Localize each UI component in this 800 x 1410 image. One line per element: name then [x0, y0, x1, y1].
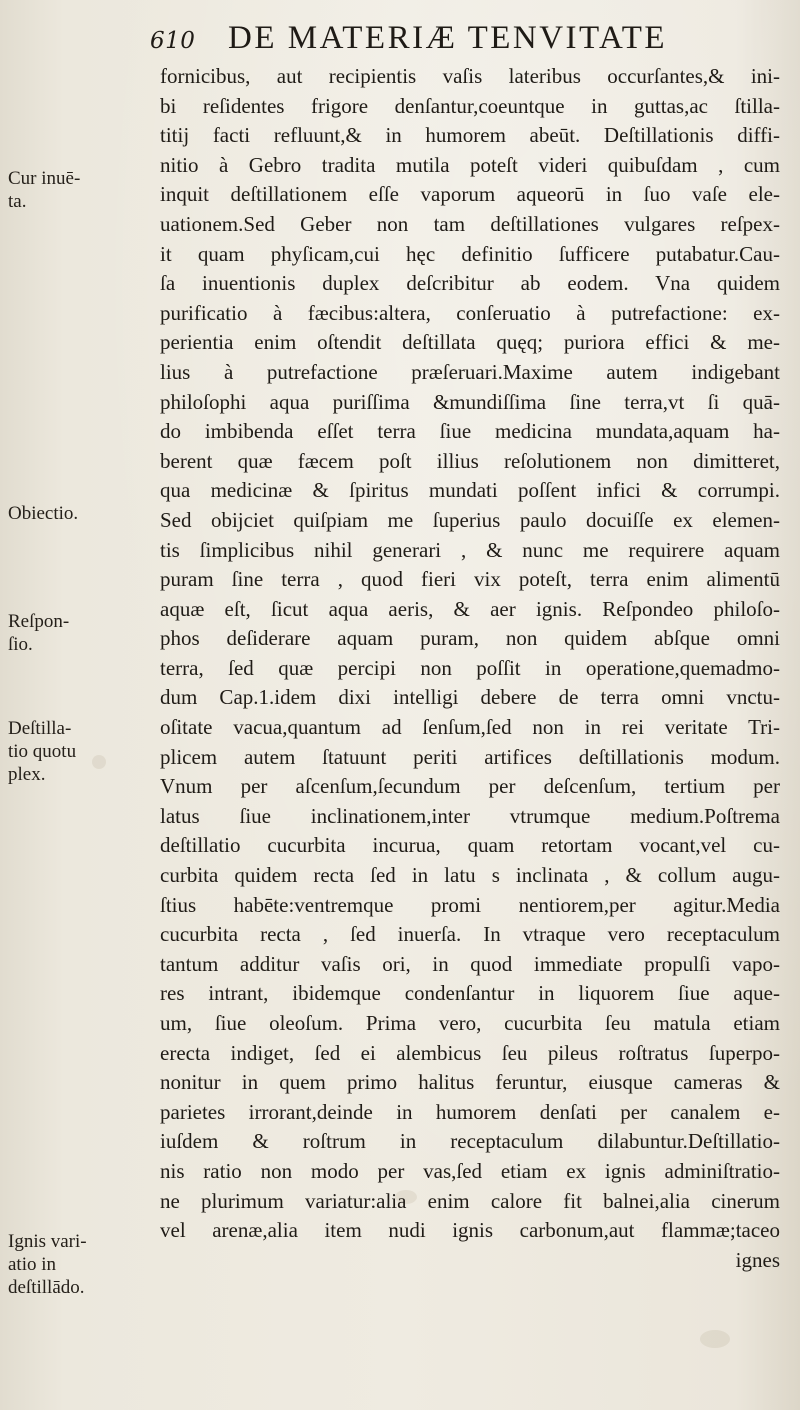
catchword: ignes	[735, 1247, 780, 1272]
margin-note-responsio: Reſpon- ſio.	[8, 611, 70, 655]
text-line: Sed obijciet quiſpiam me ſuperius paulo docuiſſe ex elemen-	[160, 507, 780, 532]
margin-note-obiectio: Obiectio.	[8, 503, 79, 524]
text-line: purificatio à fæcibus:altera, conſeruatio à putrefactione: ex-	[160, 300, 780, 325]
text-line: dum Cap.1.idem dixi intelligi debere de terra omni vnctu-	[160, 685, 780, 710]
text-line: ſtius habēte:ventremque promi nentiorem,per agitur.Media	[160, 892, 780, 917]
text-line: lius à putrefactione præſeruari.Maxime autem indigebant	[160, 359, 780, 384]
text-line: plicem autem ſtatuunt periti artifices deſtillationis modum.	[160, 744, 780, 769]
text-line: oſitate vacua,quantum ad ſenſum,ſed non in rei veritate Tri-	[160, 715, 780, 740]
text-line: aquæ eſt, ſicut aqua aeris, & aer ignis. Reſpondeo philoſo-	[160, 596, 780, 621]
text-line: ne plurimum variatur:alia enim calore fit balnei,alia cinerum	[160, 1188, 780, 1213]
text-line: iuſdem & roſtrum in receptaculum dilabuntur.Deſtillatio-	[160, 1129, 780, 1154]
text-line: it quam phyſicam,cui hęc definitio ſufficere putabatur.Cau-	[160, 241, 780, 266]
text-line: cucurbita recta , ſed inuerſa. In vtraque vero receptaculum	[160, 922, 780, 947]
paper-stain	[700, 1330, 730, 1348]
text-line: uationem.Sed Geber non tam deſtillationes vulgares reſpex-	[160, 211, 780, 236]
text-line: fornicibus, aut recipientis vaſis lateribus occurſantes,& ini-	[160, 64, 780, 88]
text-line: vel arenæ,alia item nudi ignis carbonum,aut flammæ;taceo	[160, 1218, 780, 1243]
text-line: ſa inuentionis duplex deſcribitur ab eodem. Vna quidem	[160, 271, 780, 296]
text-line: nonitur in quem primo halitus feruntur, eiusque cameras &	[160, 1070, 780, 1095]
margin-note-destillatio-triplex: Deſtilla- tio quotu plex.	[8, 718, 77, 785]
running-head	[150, 20, 770, 64]
body-text	[160, 62, 780, 1275]
text-line: terra, ſed quæ percipi non poſſit in operatione,quemadmo-	[160, 655, 780, 680]
text-line: qua medicinæ & ſpiritus mundati poſſent infici & corrumpi.	[160, 478, 780, 503]
text-line: perientia enim oſtendit deſtillata quęq; puriora effici & me-	[160, 330, 780, 355]
text-line: latus ſiue inclinationem,inter vtrumque medium.Poſtrema	[160, 803, 780, 828]
text-line: tis ſimplicibus nihil generari , & nunc me requirere aquam	[160, 537, 780, 562]
text-line: parietes irrorant,deinde in humorem denſati per canalem e-	[160, 1099, 780, 1124]
text-line: um, ſiue oleoſum. Prima vero, cucurbita ſeu matula etiam	[160, 1011, 780, 1035]
text-line: res intrant, ibidemque condenſantur in liquorem ſiue aque-	[160, 981, 780, 1006]
text-line: puram ſine terra , quod fieri vix poteſt, terra enim alimentū	[160, 567, 780, 592]
text-line: deſtillatio cucurbita incurua, quam retortam vocant,vel cu-	[160, 833, 780, 858]
text-line: philoſophi aqua puriſſima &mundiſſima ſine terra,vt ſi quā-	[160, 389, 780, 414]
text-line: phos deſiderare aquam puram, non quidem abſque omni	[160, 626, 780, 651]
text-line: curbita quidem recta ſed in latu s inclinata , & collum augu-	[160, 863, 780, 888]
text-line: nis ratio non modo per vas,ſed etiam ex ignis adminiſtratio-	[160, 1158, 780, 1183]
margin-note-ignis-variatio: Ignis vari- atio in deſtillādo.	[8, 1231, 87, 1298]
text-line: erecta indiget, ſed ei alembicus ſeu pileus roſtratus ſuperpo-	[160, 1040, 780, 1065]
text-line: tantum additur vaſis ori, in quod immediate propulſi vapo-	[160, 951, 780, 976]
text-line: titij facti refluunt,& in humorem abeūt. Deſtillationis diffi-	[160, 123, 780, 148]
margin-note-cur-inuenta: Cur inuē- ta.	[8, 168, 81, 212]
running-title: DE MATERIÆ TENVITATE	[228, 20, 668, 56]
text-line: berent quæ fæcem poſt illius reſolutionem non dimitteret,	[160, 448, 780, 473]
text-line: inquit deſtillationem eſſe vaporum aqueorū in ſuo vaſe ele-	[160, 182, 780, 207]
text-line: do imbibenda eſſet terra ſiue medicina mundata,aquam ha-	[160, 419, 780, 444]
text-line: nitio à Gebro tradita mutila poteſt videri quibuſdam , cum	[160, 152, 780, 177]
page-number: 610	[150, 28, 196, 54]
text-line: bi reſidentes frigore denſantur,coeuntque in guttas,ac ſtilla-	[160, 93, 780, 118]
text-line: Vnum per aſcenſum,ſecundum per deſcenſum, tertium per	[160, 774, 780, 799]
